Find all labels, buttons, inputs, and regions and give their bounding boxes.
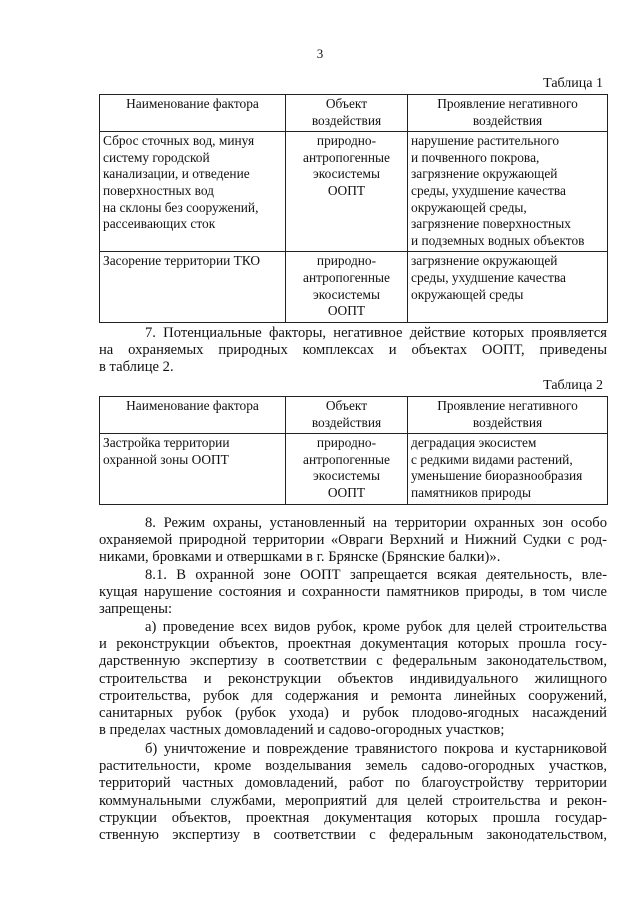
text-line: Объект: [325, 398, 368, 413]
text-line: нарушение растительного: [411, 133, 560, 149]
text-line: природно-: [316, 253, 377, 269]
text-line: 8.1. В охранной зоне ООПТ запрещается всякая деятельность, вле-: [145, 567, 607, 583]
text-line: экосистемы: [313, 166, 380, 182]
text-line: растительности, кроме возделывания земель садово-огородных участков,: [99, 758, 607, 775]
page-number: 3: [316, 46, 324, 61]
table-1: [99, 94, 608, 323]
column-header: [286, 397, 408, 434]
item-a: [99, 619, 607, 739]
text-line: и реконструкции объектов, проектная документация которых прошла госу-: [99, 636, 607, 653]
table2-caption: Таблица 2: [543, 378, 603, 393]
text-line: а) проведение всех видов рубок, кроме рубок для целей строительства: [145, 619, 607, 635]
table-cell: [408, 252, 608, 322]
column-header: [408, 95, 608, 132]
text-line: запрещены:: [99, 601, 173, 618]
text-line: канализации, и отведение: [103, 166, 250, 182]
text-line: Проявление негативного: [437, 398, 578, 413]
table-cell: [286, 434, 408, 504]
text-line: и почвенного покрова,: [411, 149, 540, 165]
text-line: охранной зоны ООПТ: [103, 451, 229, 467]
text-line: на охраняемых природных комплексах и объектах ООПТ, приведены: [99, 342, 607, 359]
text-line: дарственную экспертизу в соответствии с федеральным законодательством,: [99, 653, 607, 670]
text-line: антропогенные: [303, 269, 390, 285]
text-line: строительства и реконструкции объектов индивидуального жилищного: [99, 670, 607, 687]
text-line: воздействия: [472, 112, 543, 128]
text-line: систему городской: [103, 149, 210, 165]
column-header: [408, 397, 608, 434]
text-line: ственную экспертизу в соответствии с федеральным законодательством,: [99, 827, 607, 844]
text-line: Застройка территории: [103, 435, 230, 451]
column-header: [100, 95, 286, 132]
text-line: 8. Режим охраны, установленный на территории охранных зон особо: [145, 515, 607, 531]
text-line: загрязнение окружающей: [411, 253, 558, 269]
text-line: 7. Потенциальные факторы, негативное действие которых проявляется: [145, 325, 607, 341]
text-line: деградация экосистем: [411, 435, 537, 451]
text-line: среды, ухудшение качества: [411, 182, 566, 198]
text-line: воздействия: [472, 414, 543, 430]
text-line: в таблице 2.: [99, 359, 174, 376]
text-line: коммунальными службами, мероприятий для целей строительства и рекон-: [99, 792, 607, 809]
paragraph-8: [99, 515, 607, 567]
text-line: никами, бровками и отвершками в г. Брянске (Брянские балки)».: [99, 549, 501, 566]
text-line: природно-: [316, 133, 377, 149]
text-line: среды, ухудшение качества: [411, 269, 566, 285]
paragraph-8-1: [99, 567, 607, 619]
table-header-row: [100, 95, 608, 132]
table-row: [100, 252, 608, 322]
text-line: кущая нарушение состояния и сохранности памятников природы, в том числе: [99, 584, 607, 601]
table-header-row: [100, 397, 608, 434]
table-row: [100, 132, 608, 252]
text-line: на склоны без сооружений,: [103, 199, 259, 215]
text-line: Наименование фактора: [126, 398, 259, 413]
text-line: Наименование фактора: [126, 96, 259, 111]
text-line: окружающей среды: [411, 286, 524, 302]
text-line: охраняемой природной территории «Овраги Верхний и Нижний Судки с род-: [99, 532, 607, 549]
text-line: ООПТ: [327, 484, 366, 500]
text-line: загрязнение окружающей: [411, 166, 558, 182]
text-line: Сброс сточных вод, минуя: [103, 133, 255, 149]
text-line: уменьшение биоразнообразия: [411, 468, 583, 484]
text-line: памятников природы: [411, 484, 531, 500]
text-line: ООПТ: [327, 182, 366, 198]
text-line: б) уничтожение и повреждение травянистого покрова и кустарниковой: [145, 741, 607, 757]
text-line: территорий частных домовладений, работ по благоустройству территории: [99, 775, 607, 792]
table-cell: [100, 434, 286, 504]
table-row: [100, 434, 608, 504]
text-line: антропогенные: [303, 451, 390, 467]
column-header: [100, 397, 286, 434]
paragraph-7: [99, 325, 607, 377]
text-line: воздействия: [311, 414, 382, 430]
item-b: [99, 741, 607, 844]
text-line: струкции объектов, проектная документация которых прошла государ-: [99, 809, 607, 826]
text-line: с редкими видами растений,: [411, 451, 573, 467]
text-line: антропогенные: [303, 149, 390, 165]
text-line: природно-: [316, 435, 377, 451]
text-line: и подземных водных объектов: [411, 232, 585, 248]
table-cell: [100, 252, 286, 322]
table-2: [99, 396, 608, 505]
table-cell: [408, 434, 608, 504]
text-line: окружающей среды,: [411, 199, 527, 215]
table-cell: [408, 132, 608, 252]
table-cell: [286, 132, 408, 252]
text-line: строительства, рубок для содержания и ремонта линейных сооружений,: [99, 687, 607, 704]
text-line: рассеивающих сток: [103, 216, 216, 232]
text-line: поверхностных вод: [103, 182, 214, 198]
text-line: загрязнение поверхностных: [411, 216, 571, 232]
text-line: экосистемы: [313, 286, 380, 302]
text-line: в пределах частных домовладений и садово-огородных участков;: [99, 722, 505, 739]
table-cell: [286, 252, 408, 322]
text-line: Объект: [325, 96, 368, 111]
table-cell: [100, 132, 286, 252]
text-line: воздействия: [311, 112, 382, 128]
text-line: Засорение территории ТКО: [103, 253, 261, 269]
text-line: ООПТ: [327, 303, 366, 319]
table1-caption: Таблица 1: [543, 76, 603, 91]
column-header: [286, 95, 408, 132]
text-line: экосистемы: [313, 468, 380, 484]
text-line: Проявление негативного: [437, 96, 578, 111]
text-line: санитарных рубок (рубок ухода) и рубок плодово-ягодных насаждений: [99, 705, 607, 722]
